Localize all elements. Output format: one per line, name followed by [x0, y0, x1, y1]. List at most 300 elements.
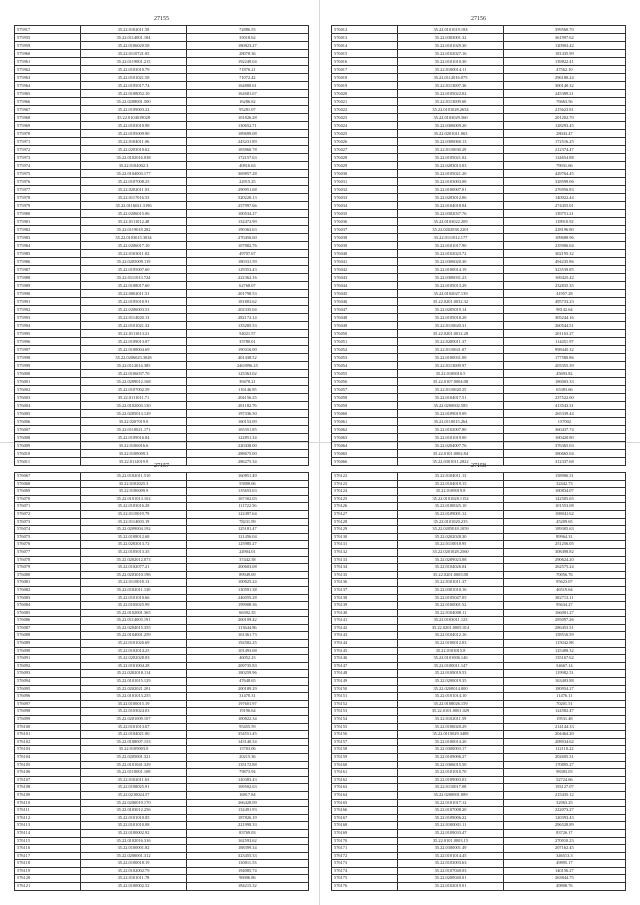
point-id-cell: 575959	[15, 42, 81, 50]
table-row	[332, 306, 626, 314]
coordinate-y-cell: 71876.21	[186, 66, 308, 74]
table-row	[332, 617, 626, 625]
coordinate-y-cell: 260544.51	[503, 322, 625, 330]
table-row	[332, 564, 626, 572]
coordinate-y-cell: 98142.64	[503, 306, 625, 314]
coordinate-x-cell: 35.22.0200014.000	[398, 685, 503, 693]
point-id-cell: 576055	[332, 370, 398, 378]
point-id-cell: 576006	[15, 418, 81, 426]
table-row	[15, 130, 309, 138]
point-id-cell: 576027	[332, 146, 398, 154]
table-row	[332, 541, 626, 549]
point-id-cell: 576052	[332, 346, 398, 354]
coordinate-x-cell: 35.22.0102027.16	[398, 50, 503, 58]
coordinate-y-cell: 65383.66	[503, 386, 625, 394]
coordinate-x-cell: 35.22.0104003.177	[81, 170, 186, 178]
table-row	[15, 678, 309, 686]
point-id-cell: 576036	[332, 218, 398, 226]
point-id-cell: 576128	[332, 518, 398, 526]
point-id-cell: 576035	[332, 210, 398, 218]
document-page-2	[331, 14, 626, 466]
point-id-cell: 576102	[15, 738, 81, 746]
table-row	[332, 74, 626, 82]
table-row	[332, 852, 626, 860]
coordinates-table	[331, 25, 626, 466]
point-id-cell: 576106	[15, 769, 81, 777]
coordinate-x-cell: 35.22.0113009.60	[398, 98, 503, 106]
table-row	[332, 473, 626, 481]
point-id-cell: 576012	[332, 26, 398, 34]
coordinate-y-cell: 180954.27	[503, 685, 625, 693]
coordinate-y-cell: 125408.32	[503, 647, 625, 655]
point-id-cell: 576104	[15, 753, 81, 761]
coordinate-x-cell: 35.22.0110017.08	[398, 784, 503, 792]
coordinate-y-cell: 328599.06	[503, 178, 625, 186]
coordinate-x-cell: 35.22.0109013.07	[81, 338, 186, 346]
coordinate-y-cell: 111722.56	[186, 503, 308, 511]
coordinate-x-cell: 35.22.0108017.60	[81, 282, 186, 290]
point-id-cell: 576171	[332, 845, 398, 853]
coordinate-y-cell: 162681.67	[186, 90, 308, 98]
point-id-cell: 576060	[332, 410, 398, 418]
coordinate-y-cell: 72886.55	[186, 26, 308, 34]
point-id-cell: 575970	[15, 130, 81, 138]
coordinate-y-cell: 180823.27	[186, 42, 308, 50]
coordinate-x-cell: 35.22.0102019.01	[398, 883, 503, 891]
coordinate-y-cell: 197601.97	[186, 700, 308, 708]
coordinate-y-cell: 164800.61	[186, 82, 308, 90]
point-id-cell: 576156	[332, 731, 398, 739]
point-id-cell: 576148	[332, 670, 398, 678]
table-row	[332, 731, 626, 739]
point-id-cell: 576135	[332, 571, 398, 579]
coordinate-x-cell: 35.22.0106009.9	[81, 488, 186, 496]
point-id-cell: 576088	[15, 632, 81, 640]
coordinate-y-cell: 169425.42	[503, 274, 625, 282]
table-row	[332, 138, 626, 146]
coordinate-x-cell: 35.22.0101011.37	[398, 579, 503, 587]
coordinate-y-cell: 281182.76	[186, 402, 308, 410]
table-row	[15, 609, 309, 617]
coordinate-x-cell: 35.22.0114003.191	[81, 617, 186, 625]
table-row	[332, 586, 626, 594]
coordinate-y-cell: 222362.16	[186, 274, 308, 282]
coordinate-y-cell: 28078.36	[186, 50, 308, 58]
point-id-cell: 576077	[15, 548, 81, 556]
point-id-cell: 576174	[332, 867, 398, 875]
coordinate-x-cell: 35.22.0108025.91	[81, 784, 186, 792]
coordinate-x-cell: 35.22.0104001.259	[81, 632, 186, 640]
coordinate-x-cell: 35.22.0208001.500	[81, 98, 186, 106]
table-row	[332, 274, 626, 282]
point-id-cell: 576103	[15, 746, 81, 754]
point-id-cell: 576095	[15, 685, 81, 693]
coordinate-y-cell: 101553.08	[503, 503, 625, 511]
table-row	[332, 34, 626, 42]
table-row	[15, 74, 309, 82]
point-id-cell: 576153	[332, 708, 398, 716]
coordinate-x-cell: 35.22.0105013.35	[81, 548, 186, 556]
coordinate-y-cell: 79873.94	[186, 769, 308, 777]
point-id-cell: 576039	[332, 242, 398, 250]
coordinate-y-cell: 132491.93	[186, 807, 308, 815]
coordinate-y-cell: 180331.59	[186, 258, 308, 266]
point-id-cell: 576014	[332, 42, 398, 50]
table-row	[15, 146, 309, 154]
table-row	[332, 314, 626, 322]
table-row	[332, 106, 626, 114]
point-id-cell: 575992	[15, 306, 81, 314]
point-id-cell: 576154	[332, 716, 398, 724]
point-id-cell: 576157	[332, 738, 398, 746]
coordinate-x-cell: 35.22.0108007.153	[81, 738, 186, 746]
table-row	[332, 640, 626, 648]
coordinate-x-cell: 35.22.0103015.8	[398, 647, 503, 655]
coordinate-x-cell: 35.22.0102014.25	[81, 647, 186, 655]
coordinate-y-cell: 162593.62	[186, 837, 308, 845]
point-id-cell: 576005	[15, 410, 81, 418]
point-id-cell: 575972	[15, 146, 81, 154]
table-row	[15, 266, 309, 274]
point-id-cell: 575968	[15, 114, 81, 122]
table-row	[15, 178, 309, 186]
table-row	[332, 746, 626, 754]
point-id-cell: 576175	[332, 875, 398, 883]
coordinate-y-cell: 40816.63	[186, 162, 308, 170]
table-row	[15, 852, 309, 860]
coordinate-x-cell: 35.22.0109033.47	[398, 829, 503, 837]
table-row	[15, 42, 309, 50]
coordinate-y-cell: 300140.32	[503, 82, 625, 90]
point-id-cell: 576089	[15, 640, 81, 648]
point-id-cell: 575988	[15, 274, 81, 282]
point-id-cell: 575975	[15, 170, 81, 178]
coordinate-y-cell: 89949.69	[186, 571, 308, 579]
table-row	[15, 662, 309, 670]
coordinate-y-cell: 49707.67	[186, 250, 308, 258]
coordinate-y-cell: 109688.96	[503, 234, 625, 242]
point-id-cell: 576137	[332, 586, 398, 594]
point-id-cell: 576165	[332, 799, 398, 807]
table-row	[332, 655, 626, 663]
coordinate-x-cell: 35.22.0206003.53	[81, 306, 186, 314]
coordinate-y-cell: 169502.63	[186, 784, 308, 792]
point-id-cell: 575991	[15, 298, 81, 306]
point-id-cell: 576092	[15, 662, 81, 670]
coordinate-x-cell: 35.22.0105021.20	[398, 170, 503, 178]
point-id-cell: 576138	[332, 594, 398, 602]
table-row	[15, 556, 309, 564]
coordinate-x-cell: 35.22.0102011.58	[81, 26, 186, 34]
point-id-cell: 576078	[15, 556, 81, 564]
coordinate-y-cell: 172516.25	[503, 138, 625, 146]
point-id-cell: 576131	[332, 541, 398, 549]
point-id-cell: 576042	[332, 266, 398, 274]
coordinate-y-cell: 228196.80	[503, 226, 625, 234]
coordinate-x-cell: 35.22.0103011.02	[81, 250, 186, 258]
table-row	[15, 26, 309, 34]
point-id-cell: 575967	[15, 106, 81, 114]
coordinate-y-cell: 302195.32	[503, 250, 625, 258]
coordinate-y-cell: 140156.27	[503, 867, 625, 875]
coordinate-y-cell: 49808.76	[503, 883, 625, 891]
table-row	[332, 761, 626, 769]
coordinate-y-cell: 45693.82	[503, 370, 625, 378]
coordinate-x-cell: 35.22.0102016.316	[81, 837, 186, 845]
coordinate-y-cell: 143140.54	[186, 738, 308, 746]
coordinate-y-cell: 246055.28	[186, 594, 308, 602]
table-row	[15, 418, 309, 426]
coordinate-x-cell: 35.22.0201.0005.014	[398, 624, 503, 632]
coordinate-x-cell: 35.22.0103012.256	[81, 807, 186, 815]
coordinate-x-cell: 35.22.0103022.209	[398, 218, 503, 226]
coordinate-y-cell: 54667.14	[503, 662, 625, 670]
table-row	[15, 362, 309, 370]
coordinate-y-cell: 116146.85	[186, 386, 308, 394]
coordinate-x-cell: 35.22.0303001.32	[398, 34, 503, 42]
coordinate-y-cell: 107882.76	[186, 242, 308, 250]
point-id-cell: 576091	[15, 655, 81, 663]
coordinate-x-cell: 35.22.0207019.0	[81, 418, 186, 426]
coordinate-y-cell: 101493.68	[186, 647, 308, 655]
document-page-3	[14, 461, 309, 891]
coordinate-y-cell: 204464.20	[503, 731, 625, 739]
coordinate-x-cell: 35.22.0103015.3034	[81, 234, 186, 242]
coordinate-x-cell: 35.22.0100001.52	[398, 602, 503, 610]
coordinate-y-cell: 192249.04	[186, 58, 308, 66]
point-id-cell: 576133	[332, 556, 398, 564]
point-id-cell: 576108	[15, 784, 81, 792]
table-row	[15, 685, 309, 693]
coordinate-x-cell: 35.22.0110721.05	[81, 50, 186, 58]
point-id-cell: 575985	[15, 250, 81, 258]
coordinate-x-cell: 35.22.0206015.06	[81, 210, 186, 218]
point-id-cell: 576062	[332, 426, 398, 434]
point-id-cell: 576079	[15, 564, 81, 572]
coordinate-x-cell: 35.22.0109006.22	[398, 814, 503, 822]
coordinate-y-cell: 66392.35	[186, 609, 308, 617]
table-row	[332, 178, 626, 186]
point-id-cell: 576132	[332, 548, 398, 556]
coordinate-x-cell: 35.22.0104008.11	[398, 609, 503, 617]
coordinate-y-cell: 37442.38	[186, 556, 308, 564]
coordinate-y-cell: 139751.21	[503, 210, 625, 218]
point-id-cell: 576105	[15, 761, 81, 769]
coordinate-y-cell: 257997.66	[186, 202, 308, 210]
coordinate-x-cell: 35.22.0113009.97	[398, 362, 503, 370]
coordinate-y-cell: 165351.85	[186, 426, 308, 434]
coordinate-x-cell: 35.22.0100007.01	[398, 186, 503, 194]
coordinate-y-cell: 114451.97	[503, 338, 625, 346]
point-id-cell: 575995	[15, 330, 81, 338]
table-row	[332, 442, 626, 450]
point-id-cell: 576059	[332, 402, 398, 410]
coordinate-x-cell: 35.22.0100001.11	[398, 822, 503, 830]
point-id-cell: 576119	[15, 867, 81, 875]
point-id-cell: 575973	[15, 154, 81, 162]
coordinate-y-cell: 120383.43	[186, 776, 308, 784]
point-id-cell: 576065	[332, 450, 398, 458]
coordinate-y-cell: 189305.63	[503, 526, 625, 534]
coordinate-x-cell: 35.22.0108009.3	[81, 450, 186, 458]
coordinate-x-cell: 35.22.0119001.215	[81, 58, 186, 66]
coordinate-y-cell: 22915.25	[186, 178, 308, 186]
table-row	[332, 154, 626, 162]
point-id-cell: 575984	[15, 242, 81, 250]
table-row	[15, 602, 309, 610]
coordinate-x-cell: 35.22.0102007.80	[398, 426, 503, 434]
table-row	[15, 526, 309, 534]
point-id-cell: 576134	[332, 564, 398, 572]
coordinate-x-cell: 35.22.0300001.49	[398, 845, 503, 853]
point-id-cell: 576167	[332, 814, 398, 822]
point-id-cell: 576097	[15, 700, 81, 708]
point-id-cell: 576017	[332, 66, 398, 74]
coordinate-y-cell: 79031.66	[503, 162, 625, 170]
point-id-cell: 575955	[15, 34, 81, 42]
table-row	[332, 194, 626, 202]
coordinate-y-cell: 190363.63	[186, 226, 308, 234]
point-id-cell: 575961	[15, 58, 81, 66]
page-number: 27157	[154, 463, 169, 469]
table-row	[15, 154, 309, 162]
point-id-cell: 576080	[15, 571, 81, 579]
coordinate-y-cell: 215435.12	[503, 791, 625, 799]
coordinate-x-cell: 35.22.0100014.19	[398, 266, 503, 274]
coordinate-x-cell: 35.22.0202028.03	[81, 655, 186, 663]
coordinate-y-cell: 214144.33	[503, 723, 625, 731]
table-row	[332, 670, 626, 678]
point-id-cell: 576172	[332, 852, 398, 860]
table-row	[332, 82, 626, 90]
coordinate-x-cell: 35.22.0102011.510	[81, 473, 186, 481]
coordinate-y-cell: 262575.24	[503, 564, 625, 572]
coordinates-table	[331, 472, 626, 891]
point-id-cell: 576176	[332, 883, 398, 891]
point-id-cell: 576114	[15, 829, 81, 837]
coordinate-x-cell: 35.22.0112016.075	[398, 74, 503, 82]
table-row	[15, 723, 309, 731]
coordinate-x-cell: 35.22.0002011.51	[81, 290, 186, 298]
table-row	[332, 867, 626, 875]
point-id-cell: 576028	[332, 154, 398, 162]
coordinate-y-cell: 101826.28	[186, 114, 308, 122]
coordinate-x-cell: 35.22.0108026.159	[398, 700, 503, 708]
coordinate-y-cell: 135285.53	[186, 322, 308, 330]
coordinate-y-cell: 100825.24	[186, 579, 308, 587]
coordinate-y-cell: 286453.51	[503, 624, 625, 632]
coordinate-y-cell: 260109.42	[186, 617, 308, 625]
coordinate-x-cell: 35.22.0101004.28	[81, 662, 186, 670]
coordinate-y-cell: 201163.27	[503, 330, 625, 338]
coordinate-y-cell: 160851.49	[186, 473, 308, 481]
table-row	[15, 784, 309, 792]
table-row	[332, 186, 626, 194]
coordinate-x-cell: 35.22.0302037.76	[398, 210, 503, 218]
table-row	[15, 98, 309, 106]
point-id-cell: 576047	[332, 306, 398, 314]
coordinate-y-cell: 120393.43	[503, 814, 625, 822]
table-row	[332, 579, 626, 587]
point-id-cell: 575983	[15, 234, 81, 242]
coordinate-y-cell: 15783.06	[186, 746, 308, 754]
table-row	[332, 322, 626, 330]
coordinate-x-cell: 35.22.0109019.09	[398, 410, 503, 418]
point-id-cell: 576000	[15, 370, 81, 378]
coordinate-y-cell: 200189.29	[186, 685, 308, 693]
table-row	[332, 298, 626, 306]
point-id-cell: 576071	[15, 503, 81, 511]
table-row	[15, 708, 309, 716]
table-row	[15, 290, 309, 298]
table-row	[15, 450, 309, 458]
coordinate-y-cell: 189699.08	[186, 130, 308, 138]
table-row	[332, 226, 626, 234]
table-row	[332, 354, 626, 362]
point-id-cell: 576117	[15, 852, 81, 860]
page-number: 27158	[471, 463, 486, 469]
coordinate-y-cell: 32442.73	[503, 480, 625, 488]
coordinate-x-cell: 35.22.0106016.6	[81, 442, 186, 450]
table-row	[15, 510, 309, 518]
table-row	[332, 450, 626, 458]
coordinate-x-cell: 35.22.0110018.13	[81, 579, 186, 587]
coordinate-y-cell: 323539.85	[503, 266, 625, 274]
table-row	[15, 426, 309, 434]
coordinate-y-cell: 125181.47	[186, 526, 308, 534]
coordinate-x-cell: 35.22.0100018.19	[81, 860, 186, 868]
coordinate-y-cell: 295097.26	[503, 617, 625, 625]
coordinate-x-cell: 35.22.0105022.02	[398, 90, 503, 98]
coordinate-y-cell: 47648.65	[186, 678, 308, 686]
coordinate-y-cell: 181803.62	[186, 298, 308, 306]
coordinate-x-cell: 35.22.0205013.129	[81, 410, 186, 418]
coordinate-y-cell: 20215.36	[186, 753, 308, 761]
table-row	[15, 202, 309, 210]
coordinate-x-cell: 35.22.0203013.72	[81, 541, 186, 549]
coordinate-y-cell: 62768.07	[186, 282, 308, 290]
point-id-cell: 576020	[332, 90, 398, 98]
coordinate-y-cell: 188399.34	[186, 845, 308, 853]
coordinate-x-cell: 35.22.0101006.146	[398, 655, 503, 663]
point-id-cell: 576045	[332, 290, 398, 298]
document-page-4	[331, 461, 626, 891]
table-row	[15, 488, 309, 496]
coordinate-y-cell: 100534.27	[186, 210, 308, 218]
table-row	[332, 647, 626, 655]
point-id-cell: 576123	[332, 480, 398, 488]
coordinate-x-cell: 35.22.0201028.2560	[398, 548, 503, 556]
coordinate-x-cell: 35.22.0201009.107	[81, 716, 186, 724]
coordinate-x-cell: 35.22.0202018.114	[81, 670, 186, 678]
point-id-cell: 576145	[332, 647, 398, 655]
page-number: 27155	[154, 16, 169, 22]
coordinate-y-cell: 124582.47	[503, 708, 625, 716]
table-row	[332, 282, 626, 290]
coordinate-x-cell: 35.22.0101013.102	[81, 495, 186, 503]
coordinate-y-cell: 95623.07	[503, 579, 625, 587]
table-row	[332, 678, 626, 686]
table-row	[15, 883, 309, 891]
table-row	[332, 394, 626, 402]
point-id-cell: 576002	[15, 386, 81, 394]
coordinate-y-cell: 276956.83	[503, 186, 625, 194]
coordinate-x-cell: 35.22.0101021.32	[81, 322, 186, 330]
table-row	[332, 602, 626, 610]
table-row	[332, 716, 626, 724]
coordinate-y-cell: 152472.99	[186, 218, 308, 226]
coordinate-y-cell: 45209.65	[503, 518, 625, 526]
